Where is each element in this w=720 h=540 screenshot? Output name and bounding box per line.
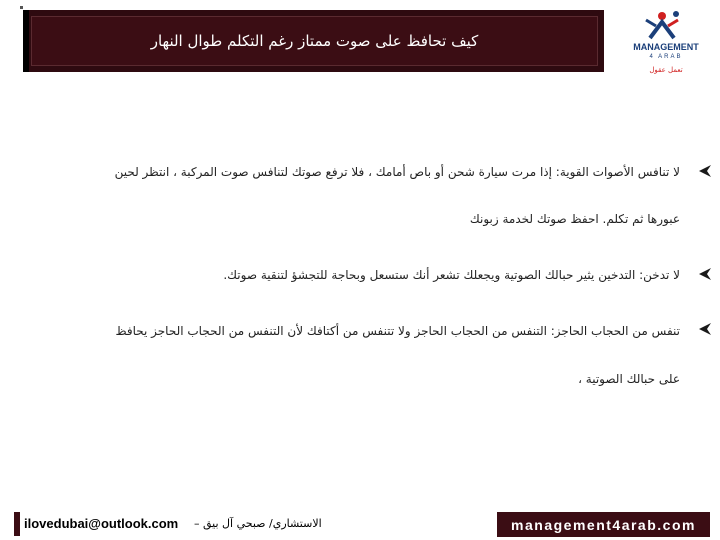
slide-title: كيف تحافظ على صوت ممتاز رغم التكلم طوال النهار: [150, 32, 479, 50]
management4arab-logo: [616, 8, 716, 80]
arrowhead-bullet-icon: [698, 267, 712, 281]
bullet-3-line-1: تنفس من الحجاب الحاجز: التنفس من الحجاب الحاجز ولا تتنفس من أكتافك لأن التنفس من الحجاب الحاجز يحافظ: [115, 324, 680, 338]
arrowhead-bullet-icon: [698, 164, 712, 178]
footer-website: management4arab.com: [511, 516, 696, 533]
footer-left-bar: [14, 512, 20, 536]
title-left-rule: [23, 10, 29, 72]
footer-author: الاستشاري/ صبحي آل بيق –: [194, 517, 322, 530]
bullet-2-line-1: لا تدخن: التدخين يثير حبالك الصوتية ويجعلك تشعر أنك ستسعل وبحاجة للتجشؤ لتنقية صوتك.: [223, 268, 680, 282]
logo-sub: 4 ARAB: [649, 54, 683, 60]
logo-tagline: تعمل عقول: [649, 66, 683, 74]
title-bar: [23, 10, 604, 72]
arrowhead-bullet-icon: [698, 322, 712, 336]
logo-wordmark: MANAGEMENT: [633, 42, 699, 52]
logo-figure-icon: [616, 8, 716, 44]
bullet-3-line-2: على حبالك الصوتية ،: [578, 372, 680, 386]
footer-website-bar: [497, 512, 710, 537]
corner-dot: [20, 6, 23, 9]
bullet-1-line-2: عبورها ثم تكلم. احفظ صوتك لخدمة زبونك: [469, 212, 680, 226]
title-panel: [31, 16, 598, 66]
footer-credits: [14, 512, 354, 536]
footer-email: ilovedubai@outlook.com: [24, 516, 179, 531]
bullet-1-line-1: لا تنافس الأصوات القوية: إذا مرت سيارة شحن أو باص أمامك ، فلا ترفع صوتك لتنافس صوت المركبة ، انتظر لحين: [114, 165, 680, 179]
